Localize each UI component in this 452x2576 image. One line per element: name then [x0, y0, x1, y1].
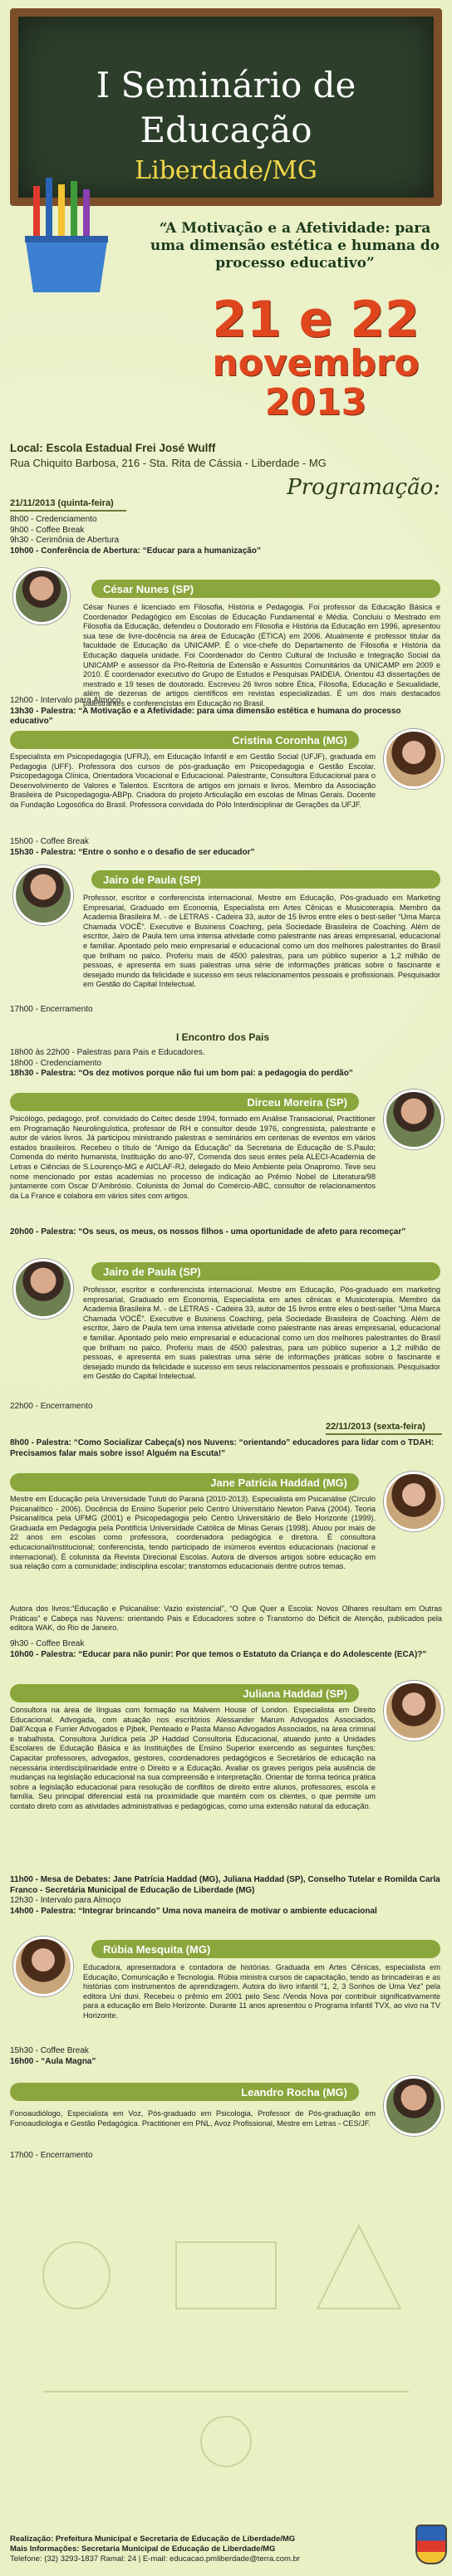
schedule-item: 18h00 às 22h00 - Palestras para Pais e Educadores.: [10, 1048, 205, 1057]
schedule-item: 16h00 - “Aula Magna”: [10, 2056, 96, 2066]
pencil-cup-icon: [8, 178, 125, 294]
speaker-bio-cesar: César Nunes é licenciado em Filosofia, História e Pedagogia. Foi professor da Educação Básica e Coordenador Pedagógico em Escolas de Educação Fundamental e Média. Concluiu o Mestrado em Filosofia da Educação, defendeu o Doutorado em Filosofia e História da Educação em 1996, apresentou sua tese de livre-docência na área de Educação (ÉTICA) em 2006. Atualmente é professor titular da faculdade de Educação da UNICAMP. É o vice-chefe do Departamento de Filosofia e História da Educação daquela unidade. Foi Coordenador do Centro Cultural de Inclusão e Integração Social da UNICAMP e assessor da Pró-Reitoria de Extensão e Assuntos Comunitários da UNICAMP em 2009 e 2010. É coordenador executivo do Grupo de Estudos e Pesquisas PAIDEIA. Orientou 43 dissertações de mestrado e 19 teses de doutorado. Escreveu 26 livros sobre Ética, Filosofia, Educação e Sexualidade, além de dezenas de artigos científicos em revistas especializadas. É um dos mais destacados palestrantes e conferencistas em Educação no Brasil.: [83, 603, 440, 708]
schedule-item: 11h00 - Mesa de Debates: Jane Patrícia Haddad (MG), Juliana Haddad (SP), Conselho Tutelar e Romilda Carla Franco - Secretária Municipal de Educação de Liberdade (MG): [10, 1875, 440, 1895]
footer: [10, 2534, 300, 2564]
speaker-bio-juliana: Consultora na área de línguas com formação na Malvern House of London. Especialista em Direito Educacional. Advogada, com atuação nos escritórios Alessander Marum Advogados Associados, Dall’Acqua e Furrier Advogados e Pjbek, Penteado e Pasta Manso Advogados Associados, na área criminal e trabalhista. Consultora Jurídica pela JP Haddad Consultoria Educacional, atuando junto a Unidades Escolares de Educação Básica e às Instituições de Ensino Superior exercendo as seguintes funções: Capacitar professores, advogados, gestores, coordenadores pedagógicos e Secretários de educação na necessária interdisciplinaridade entre o Direito e a Educação. Avaliar os graves perigos pela ausência de mudanças na legislação educacional na sua compreensão e interpretação. Orientar de forma teórica prática sobre a legislação educacional para resolução de conflitos de direito entre alunos, professores, escola e família. Seu principal diferencial está na proximidade que mantém com os clientes, o que permite um contato direto com as atividades administrativas e pedagógicas, como uma extensão natural da educação.: [10, 1706, 376, 1810]
schedule-block: [10, 696, 442, 727]
schedule-item: 12h30 - Intervalo para Almoço: [10, 1896, 121, 1905]
avatar: [13, 865, 73, 925]
avatar: [13, 1937, 73, 1996]
avatar: [384, 1090, 444, 1149]
schedule-item: 15h00 - Coffee Break: [10, 837, 89, 846]
local-place: Escola Estadual Frei José Wulff: [46, 442, 216, 454]
speaker-name-rubia: Rúbia Mesquita (MG): [91, 1940, 440, 1958]
avatar: [13, 568, 70, 624]
schedule-item: 18h00 - Credenciamento: [10, 1058, 102, 1068]
date-days: 21 e 22: [212, 291, 420, 349]
speaker-bio-jairo: Professor, escritor e conferencista internacional. Mestre em Educação, Pós-graduado em Marketing Empresarial, Graduado em Economia, Especialista em Artes Cênicas e Musicoterapia. Membro da Academia Brasileira M. - de LETRAS - Cadeira 33, autor de 15 livros entre eles o best-seller “Uma Marca Chamada VOCÊ”. Executive e Business Coaching, pela Sociedade Brasileira de Coaching. Além de escritor, Jairo de Paula tem uma intensa atividade como palestrante nas áreas empresarial, educacional e familiar. Apontado pelo meio empresarial e educacional como um dos melhores palestrantes do Brasil que brilham no palco. Proferiu mais de 4500 palestras, para um público superior a 1,2 milhão de pessoas, e apresenta em suas palestras uma série de informações práticas sobre o fascinante e desejado mundo da felicidade e sucesso em seus relacionamentos pessoais e profissionais. Pesquisador em Gestão do Capital Intelectual.: [83, 894, 440, 989]
schedule-item: 14h00 - Palestra: “Integrar brincando” Uma nova maneira de motivar o ambiente educacional: [10, 1906, 377, 1916]
schedule-item: 8h00 - Palestra: “Como Socializar Cabeça(s) nos Nuvens: “orientando” educadores para lidar com o TDAH: Precisamos falar mais sobre isso! Alguém na Escuta!”: [10, 1438, 435, 1458]
schedule-item: 22h00 - Encerramento: [10, 1402, 93, 1411]
schedule-item: 17h00 - Encerramento: [10, 2151, 93, 2160]
schedule-item: 17h00 - Encerramento: [10, 1005, 93, 1014]
schedule-item: 10h00 - Conferência de Abertura: “Educar para a humanização”: [10, 546, 261, 556]
divider: [10, 510, 126, 512]
avatar: [384, 729, 444, 789]
speaker-bio-jairo: Professor, escritor e conferencista internacional. Mestre em Educação, Pós-graduado em marketing empresarial, Graduado em Economia, Especialista em artes cênicas e Musicoterapia. Membro da Academia Brasileira M. - de LETRAS - Cadeira 33, autor de 15 livros entre eles o best-seller “Uma Marca Chamada VOCÊ”. Executive e Business Coaching, pela Sociedade Brasileira de Coaching. Além de escritor, Jairo de Paula tem uma intensa atividade como palestrante nas áreas empresarial, educacional e familiar. Apontado pelo meio empresarial e educacional como um dos melhores palestrantes do Brasil que brilham no palco. Proferiu mais de 4500 palestras, para um público superior a 1,2 milhão de pessoas, e apresenta em suas palestras uma série de informações práticas sobre o fascinante e desejado mundo da felicidade e sucesso em seus relacionamentos pessoais e profissionais. Pesquisador em Gestão do Capital Intelectual.: [83, 1286, 440, 1381]
speaker-bio-dirceu: Psicólogo, pedagogo, prof. convidado do Ceitec desde 1994, formado em Análise Transacional, Practitioner em Programação Neurolinguística, professor de RH e consultor desde 1976, congressista, palestrante e autor de vários livros. Já participou ministrando palestras e seminários em centenas de eventos em vários estados brasileiros. Recebeu o título de “Amigo da Educação” da Secretaria de Educação de S.Paulo; Comenda do mérito humanista, Instituição do ano-97, Comenda dos seus entes pela ALECI-Academia de Letras e Ciências de S.Lourenço-MG e AICLAF-RJ, delegado do Meio Ambiente pela Onapromo. Teve seu nome mencionado por estas academias no processo de indicação ao Prêmio Nobel de Literatura/98 juntamente com Oscar D’Ambrósio. Colunista do Jornal do Comércio-ABC, consultor de relacionamentos da La France e colabora em vários sites com artigos.: [10, 1114, 376, 1200]
schedule-block: [10, 1639, 442, 1660]
local-address: Rua Chiquito Barbosa, 216 - Sta. Rita de Cássia - Liberdade - MG: [10, 457, 327, 469]
schedule-item: 15h30 - Coffee Break: [10, 2046, 89, 2055]
schedule-block: [10, 1875, 442, 1917]
speaker-name-dirceu: Dirceu Moreira (SP): [10, 1093, 359, 1111]
event-subtitle: “A Motivação e a Afetividade: para uma dimensão estética e humana do processo educativo”: [150, 220, 440, 272]
avatar: [384, 1472, 444, 1531]
avatar: [384, 1681, 444, 1741]
schedule-item: 20h00 - Palestra: “Os seus, os meus, os nossos filhos - uma oportunidade de afeto para recomeçar”: [10, 1227, 406, 1237]
day2-date: 22/11/2013 (sexta-feira): [326, 1422, 425, 1432]
speaker-name-juliana: Juliana Haddad (SP): [10, 1684, 359, 1702]
school-doodles-icon: [10, 2176, 442, 2508]
city-title: Liberdade/MG: [135, 156, 317, 185]
schedule-block: [10, 837, 442, 858]
footer-line: Realização: Prefeitura Municipal e Secretaria de Educação de Liberdade/MG: [10, 2534, 296, 2544]
event-date: [191, 291, 440, 424]
schedule-item: 10h00 - Palestra: “Educar para não punir: Por que temos o Estatuto da Criança e do Adolescente (ECA)?”: [10, 1649, 427, 1659]
divider: [326, 1433, 442, 1435]
schedule-item: 12h00 - Intervalo para Almoço: [10, 696, 121, 705]
schedule-item: 15h30 - Palestra: “Entre o sonho e o desafio de ser educador”: [10, 847, 255, 857]
avatar: [13, 1259, 73, 1319]
speaker-name-cesar: César Nunes (SP): [91, 580, 440, 598]
event-location: [10, 442, 327, 469]
speaker-bio-cristina: Especialista em Psicopedagogia (UFRJ), em Educação Infantil e em Gestão Social (UFJF), graduada em Pedagogia (UFF). Professora dos cursos de pós-graduação em Psicopedagogia e Gestão Escolar. Psicopedagoga Clínica, Orientadora Vocacional e Educacional. Palestrante, Consultora Educacional para o Desenvolvimento de Valores e Talentos. Escritora de artigos em jornais e livros. Membro da Associação Brasileira de Psicopedagogia-ABPp. Criadora do projeto Articulação em escolas de Minas Gerais. Docente da Fundação Logosófica do Brasil. Professora convidada do Pólo Interdisciplinar de Gerações da UFJF.: [10, 752, 376, 809]
jane-books: Autora dos livros:“Educação e Psicanálise: Vazio existencial”, “O Que Quer a Escola: Novos Olhares resultam em Outras Práticas” e Cabeça nas Nuvens: orientando Pais e Educadores sobre o Transtorno do Déficit de Atenção, publicados pela editora WAK, do Rio de Janeiro.: [10, 1604, 442, 1633]
footer-line: Telefone: (32) 3293-1837 Ramal: 24 | E-mail: educacao.pmliberdade@terra.com.br: [10, 2554, 301, 2564]
encontro-title: I Encontro dos Pais: [176, 1031, 270, 1043]
date-year: 2013: [264, 381, 367, 424]
programacao-heading: Programação:: [287, 475, 440, 500]
day1-schedule: [10, 515, 351, 556]
schedule-block: [10, 2046, 442, 2067]
schedule-item: 9h30 - Cerimônia de Abertura: [10, 536, 120, 545]
day1-date: 21/11/2013 (quinta-feira): [10, 498, 114, 508]
speaker-name-jairo: Jairo de Paula (SP): [91, 1262, 440, 1281]
footer-line: Mais Informações: Secretaria Municipal de Educação de Liberdade/MG: [10, 2544, 276, 2554]
speaker-name-leandro: Leandro Rocha (MG): [10, 2083, 359, 2101]
avatar: [384, 2076, 444, 2136]
date-month: novembro: [212, 342, 420, 384]
speaker-bio-leandro: Fonoaudiólogo, Especialista em Voz, Pós-graduado em Psicologia, Professor de Pós-graduação em Fonoaudiologia e Gestão Pedagógica. Practitioner em PNL, Avoz Profissional, Mestre em Letras - CES/JF.: [10, 2109, 376, 2128]
speaker-name-jane: Jane Patrícia Haddad (MG): [10, 1473, 359, 1491]
encontro-schedule: [10, 1048, 442, 1080]
title-line2: Educação: [140, 110, 312, 150]
speaker-bio-rubia: Educadora, apresentadora e contadora de histórias. Graduada em Artes Cênicas, especialista em Educação, Comunicação e Tecnologia. Rúbia ministra cursos de capacitação, tendo as brincadeiras e as histórias com instrumentos de aprendizagem. Autora do livro infantil “1, 2, 3 Sonhos de Uma Vez” pela editora Uni duni. Recebeu o prêmio em 2001 pelo Sesc /Venda Nova por contribuir significativamente para a educação em Belo Horizonte. Durante 11 anos apresentou o Programa infantil TVX, ao vivo na TV Horizonte.: [83, 1963, 440, 2020]
municipal-crest-icon: [415, 2525, 447, 2564]
schedule-item: 18h30 - Palestra: “Os dez motivos porque não fui um bom pai: a pedagogia do perdão”: [10, 1069, 353, 1078]
schedule-item: 9h30 - Coffee Break: [10, 1639, 85, 1648]
schedule-item: 9h00 - Coffee Break: [10, 525, 85, 535]
chalkboard-header: [10, 8, 442, 206]
speaker-name-jairo: Jairo de Paula (SP): [91, 870, 440, 889]
local-label: Local:: [10, 442, 43, 454]
speaker-bio-jane: Mestre em Educação pela Universidade Tuiuti do Paraná (2010-2013). Especialista em Psicanálise (Círculo Psicanalítico - 2006). Docência do Ensino Superior pelo Centro Universitário Newton Paiva (2004). Teoria Psicanalítica pela UFMG (2001) e Psicopedagogia pelo Centro Universitário de Belo Horizonte (1999). Graduada em Pedagogia pela Pontifícia Universidade Católica de Minas Gerais (1998). Atuou por mais de 22 anos em escolas como professora, coordenadora pedagógica e diretora. É consultora educacional/institucional; conferencista, tendo participado de inúmeros eventos educacionais (nacional e internacional). É colunista da Revista Direcional Escolas. Autora de diversos artigos sobre educação em sua relação com a comunidade; indisciplina escolar; transtornos educacionais dentre outros temas.: [10, 1495, 376, 1571]
title-line1: I Seminário de: [96, 65, 356, 105]
speaker-name-cristina: Cristina Coronha (MG): [10, 731, 359, 749]
schedule-item: 13h30 - Palestra: “A Motivação e a Afetividade: para uma dimensão estética e humana do processo educativo”: [10, 706, 401, 726]
schedule-item: 8h00 - Credenciamento: [10, 515, 97, 524]
